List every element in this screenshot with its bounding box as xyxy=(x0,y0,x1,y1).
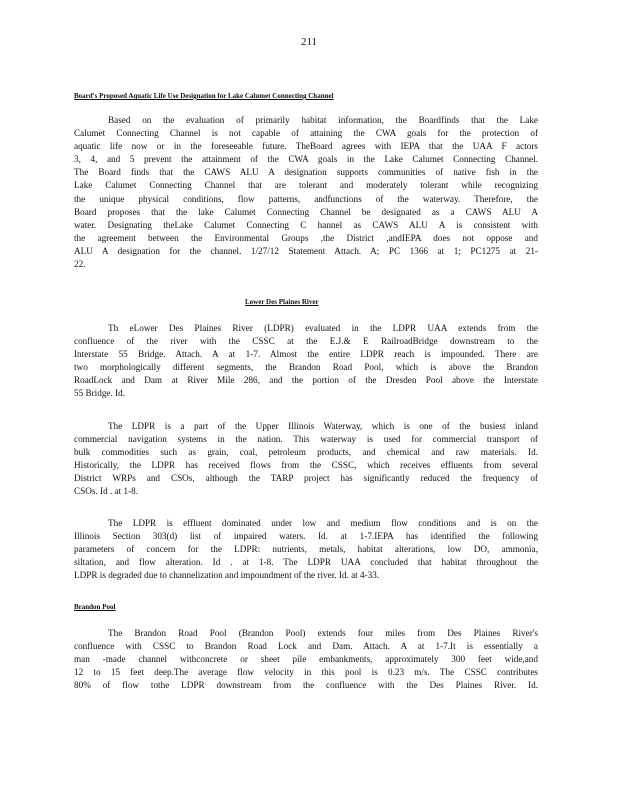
text-line: commercial navigation systems in the nation. This waterway is used for commercial transport of xyxy=(74,434,538,445)
text-line: the unique physical conditions, flow patterns, andfunctions of the waterway. Therefore, the xyxy=(74,193,538,204)
section-heading-lower-des-plaines: Lower Des Plaines River xyxy=(245,298,319,306)
text-line: confluence with CSSC to Brandon Road Lock and Dam. Attach. A at 1-7.It is essentially a xyxy=(74,641,538,652)
text-line: 80% of flow tothe LDPR downstream from the confluence with the Des Plaines River. Id. xyxy=(74,680,538,691)
text-line: two morphologically different segments, the Brandon Road Pool, which is above the Brandon xyxy=(74,362,538,373)
text-line: The LDPR is a part of the Upper Illinois Waterway, which is one of the busiest inland xyxy=(108,421,538,431)
text-line: LDPR is degraded due to channelization and impoundment of the river. Id. at 4-33. xyxy=(74,570,380,581)
text-line: Interstate 55 Bridge. Attach. A at 1-7. Almost the entire LDPR reach is impounded. There are xyxy=(74,349,538,360)
text-line: CSOs. Id . at 1-8. xyxy=(74,486,139,497)
text-line: water. Designating theLake Calumet Connecting C hannel as CAWS ALU A is consistent with xyxy=(74,219,538,230)
text-line: 22. xyxy=(74,259,86,270)
paragraph-ldpr-3 xyxy=(74,517,538,582)
text-line: Board proposes that the lake Calumet Connecting Channel be designated as a CAWS ALU A xyxy=(74,206,538,217)
text-line: 55 Bridge. Id. xyxy=(74,388,126,399)
text-line: Illinois Section 303(d) list of impaired waters. Id. at 1-7.IEPA has identified the following xyxy=(74,531,538,542)
text-line: The Brandon Road Pool (Brandon Pool) extends four miles from Des Plaines River's xyxy=(108,628,538,638)
text-line: Based on the evaluation of primarily habitat information, the Boardfinds that the Lake xyxy=(108,115,538,125)
text-line: The LDPR is effluent dominated under low and medium flow conditions and is on the xyxy=(108,518,538,528)
text-line: Th eLower Des Plaines River (LDPR) evaluated in the LDPR UAA extends from the xyxy=(108,323,538,333)
paragraph-ldpr-2 xyxy=(74,420,538,499)
section-heading-brandon-pool: Brandon Pool xyxy=(74,603,116,611)
text-line: Lake Calumet Connecting Channel that are tolerant and moderately tolerant while recognizing xyxy=(74,180,538,191)
paragraph-lake-calumet xyxy=(74,114,538,271)
text-line: bulk commodities such as grain, coal, petroleum products, and chemical and raw materials. Id. xyxy=(74,447,538,458)
text-line: man -made channel withconcrete or sheet pile embankments, approximately 300 feet wide,and xyxy=(74,654,538,665)
text-line: Calumet Connecting Channel is not capable of attaining the CWA goals for the protection of xyxy=(74,128,538,139)
text-line: aquatic life now or in the foreseeable future. TheBoard agrees with IEPA that the UAA F actors xyxy=(74,141,538,152)
text-line: District WRPs and CSOs, although the TARP project has significantly reduced the frequency of xyxy=(74,473,538,484)
page-number: 211 xyxy=(300,36,318,48)
paragraph-ldpr-1 xyxy=(74,322,538,401)
text-line: RoadLock and Dam at River Mile 286, and the portion of the Dresden Pool above the Interstate xyxy=(74,375,538,386)
section-heading-lake-calumet: Board's Proposed Aquatic Life Use Designation for Lake Calumet Connecting Channel xyxy=(74,92,334,100)
paragraph-brandon-pool xyxy=(74,627,538,692)
text-line: confluence of the river with the CSSC at the E.J.& E RailroadBridge downstream to the xyxy=(74,336,538,347)
text-line: 12 to 15 feet deep.The average flow velocity in this pool is 0.23 m/s. The CSSC contributes xyxy=(74,667,538,678)
text-line: parameters of concern for the LDPR: nutrients, metals, habitat alterations, low DO, ammonia, xyxy=(74,544,538,555)
text-line: The Board finds that the CAWS ALU A designation supports communities of native fish in the xyxy=(74,167,538,178)
text-line: ALU A designation for the channel. 1/27/12 Statement Attach. A; PC 1366 at 1; PC1275 at 21- xyxy=(74,245,538,256)
text-line: the agreement between the Environmental Groups ,the District ,andIEPA does not oppose and xyxy=(74,232,538,243)
text-line: 3, 4, and 5 prevent the attainment of the CWA goals in the Lake Calumet Connecting Channel. xyxy=(74,154,538,165)
text-line: Historically, the LDPR has received flows from the CSSC, which receives effluents from several xyxy=(74,460,538,471)
text-line: siltation, and flow alteration. Id . at 1-8. The LDPR UAA concluded that habitat throughout the xyxy=(74,557,538,568)
